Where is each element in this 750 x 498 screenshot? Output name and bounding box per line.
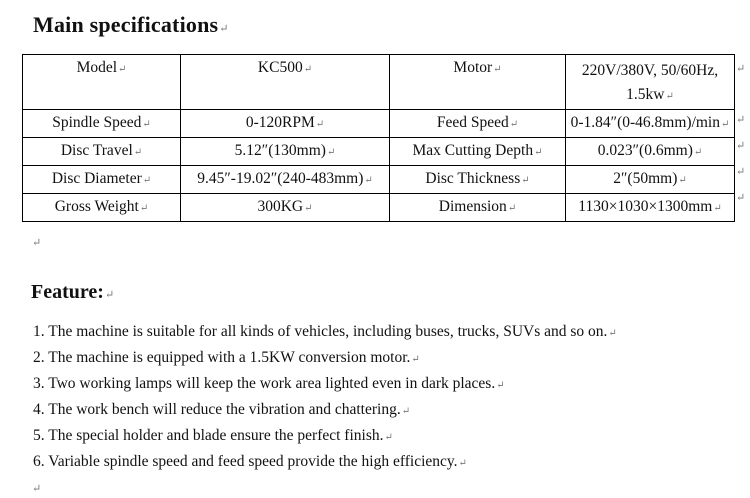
- motor-value-line1: 220V/380V, 50/60Hz,: [581, 62, 719, 79]
- spec-value-cell: 0-120RPM↵: [181, 110, 390, 138]
- row-end-mark-icon: ↵: [736, 192, 746, 204]
- cell-mark-icon: ↵: [304, 203, 313, 214]
- paragraph-mark-icon: ↵: [411, 354, 420, 365]
- paragraph-mark-icon: ↵: [608, 328, 617, 339]
- paragraph-mark-icon: ↵: [104, 289, 115, 301]
- spec-value-cell: KC500↵: [181, 55, 390, 110]
- feature-title: Feature:: [31, 281, 104, 303]
- empty-paragraph-mark-icon: ↵: [32, 483, 42, 495]
- spec-label-cell: Spindle Speed↵: [23, 110, 181, 138]
- cell-mark-icon: ↵: [142, 175, 152, 186]
- specifications-table: [22, 54, 735, 222]
- table-row: [23, 55, 735, 110]
- cell-mark-icon: ↵: [521, 175, 530, 186]
- spec-label-cell: Disc Thickness↵: [390, 166, 566, 194]
- feature-heading: [31, 281, 114, 304]
- table-row: [23, 194, 735, 222]
- spec-value-cell: [566, 55, 735, 110]
- table-row: [23, 110, 735, 138]
- spec-label-cell: Gross Weight↵: [23, 194, 181, 222]
- spec-value-cell: 2″(50mm)↵: [566, 166, 735, 194]
- cell-mark-icon: ↵: [534, 147, 543, 158]
- spec-value-cell: 0.023″(0.6mm)↵: [566, 138, 735, 166]
- cell-mark-icon: ↵: [509, 119, 519, 130]
- cell-mark-icon: ↵: [665, 91, 674, 102]
- spec-value-cell: 1130×1030×1300mm↵: [566, 194, 735, 222]
- empty-paragraph-mark-icon: ↵: [32, 237, 42, 249]
- list-item: 5. The special holder and blade ensure the perfect finish.↵: [33, 427, 393, 444]
- list-item: 2. The machine is equipped with a 1.5KW conversion motor.↵: [33, 349, 420, 366]
- cell-mark-icon: ↵: [142, 119, 151, 130]
- list-item: 1. The machine is suitable for all kinds of vehicles, including buses, trucks, SUVs and so on.↵: [33, 323, 617, 340]
- spec-value-cell: 0-1.84″(0-46.8mm)/min↵: [566, 110, 735, 138]
- paragraph-mark-icon: ↵: [219, 23, 229, 35]
- list-item: 4. The work bench will reduce the vibration and chattering.↵: [33, 401, 411, 418]
- paragraph-mark-icon: ↵: [384, 432, 393, 443]
- spec-label-cell: Dimension↵: [390, 194, 566, 222]
- row-end-mark-icon: ↵: [736, 140, 746, 152]
- spec-label-cell: Disc Travel↵: [23, 138, 181, 166]
- spec-label-cell: Feed Speed↵: [390, 110, 566, 138]
- row-end-mark-icon: ↵: [736, 166, 746, 178]
- spec-label-cell: Max Cutting Depth↵: [390, 138, 566, 166]
- cell-mark-icon: ↵: [678, 175, 687, 186]
- paragraph-mark-icon: ↵: [401, 406, 411, 417]
- paragraph-mark-icon: ↵: [458, 458, 467, 469]
- row-end-mark-icon: ↵: [736, 114, 746, 126]
- cell-mark-icon: ↵: [303, 64, 313, 75]
- spec-value-cell: 5.12″(130mm)↵: [181, 138, 390, 166]
- cell-mark-icon: ↵: [721, 119, 730, 130]
- cell-mark-icon: ↵: [364, 175, 373, 186]
- cell-mark-icon: ↵: [133, 147, 143, 158]
- cell-mark-icon: ↵: [326, 147, 336, 158]
- main-specifications-heading: [33, 12, 229, 38]
- cell-mark-icon: ↵: [507, 203, 517, 214]
- cell-mark-icon: ↵: [139, 203, 149, 214]
- spec-label-cell: Model↵: [23, 55, 181, 110]
- list-item: 6. Variable spindle speed and feed speed provide the high efficiency.↵: [33, 453, 467, 470]
- motor-value-line2: 1.5kw↵: [626, 86, 674, 103]
- cell-mark-icon: ↵: [118, 64, 127, 75]
- spec-label-cell: Disc Diameter↵: [23, 166, 181, 194]
- spec-value-cell: 300KG↵: [181, 194, 390, 222]
- cell-mark-icon: ↵: [493, 64, 502, 75]
- cell-mark-icon: ↵: [693, 147, 703, 158]
- paragraph-mark-icon: ↵: [496, 380, 505, 391]
- list-item: 3. Two working lamps will keep the work area lighted even in dark places.↵: [33, 375, 505, 392]
- cell-mark-icon: ↵: [713, 203, 722, 214]
- spec-label-cell: Motor↵: [390, 55, 566, 110]
- table-row: [23, 138, 735, 166]
- main-specifications-title: Main specifications: [33, 12, 219, 37]
- spec-value-cell: 9.45″-19.02″(240-483mm)↵: [181, 166, 390, 194]
- row-end-mark-icon: ↵: [736, 63, 746, 75]
- cell-mark-icon: ↵: [315, 119, 325, 130]
- table-row: [23, 166, 735, 194]
- feature-list: [33, 322, 617, 478]
